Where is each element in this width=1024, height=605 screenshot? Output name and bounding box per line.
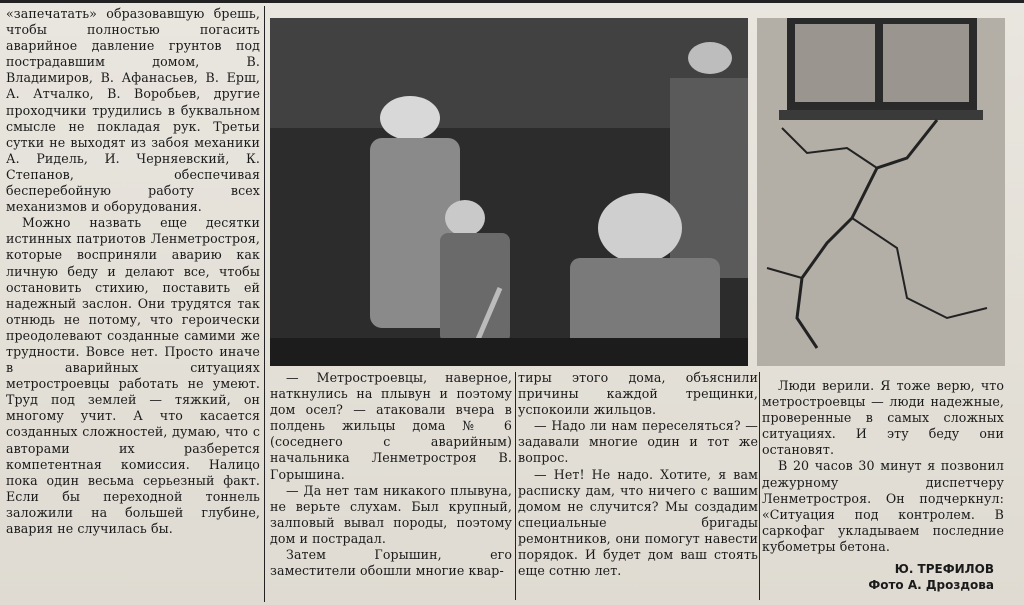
paragraph: «запечатать» образовавшую брешь, чтобы полностью погасить аварийное давление грунтов под пострадавшим домом, В. Владимиров, В. Афанасьев, В. Ерш, А. Атчалко, В. Воробьев, другие проходчики трудились в буквальном смысле не покладая рук. Третьи сутки не выходят из забоя механики А. Ридель, И. Черняевский, К. Степанов, обеспечивая бесперебойную работу всех механизмов и оборудования. — [6, 6, 260, 215]
paragraph: Можно назвать еще десятки истинных патриотов Ленметростроя, которые восприняли аварию как личную беду и делают все, чтобы остановить стихию, поставить ей надежный заслон. Они трудятся так отнюдь не потому, что героически преодолевают созданные самими же трудности. Вовсе нет. Просто иначе в аварийных ситуациях метростроевцы работать не умеют. Труд под землей — тяжкий, он многому учит. А что касается созданных сложностей, думаю, что с авторами их разберется компетентная комиссия. Налицо пока один весьма серьезный факт. Если бы переходной тоннель заложили на большей глубине, авария не случилась бы. — [6, 215, 260, 536]
paragraph: — Надо ли нам переселяться? — задавали многие один и тот же вопрос. — [518, 418, 758, 466]
photo-cracked-wall — [757, 18, 1005, 366]
paragraph: — Нет! Не надо. Хотите, я вам расписку дам, что ничего с вашим домом не случится? Мы создадим специальные бригады ремонтников, они помогут навести порядок. И будет дом ваш стоять еще сотню лет. — [518, 466, 758, 579]
paragraph: — Да нет там никакого плывуна, не верьте слухам. Был крупный, залповый вывал породы, поэтому дом и пострадал. — [270, 482, 512, 546]
article-column-4 — [762, 378, 1004, 555]
paragraph: тиры этого дома, объяснили причины каждой трещинки, успокоили жильцов. — [518, 370, 758, 418]
photo-workers — [270, 18, 748, 366]
photo-credit: Фото А. Дроздова — [868, 578, 994, 592]
paragraph: Люди верили. Я тоже верю, что метростроевцы — люди надежные, проверенные в самых сложных ситуациях. И эту беду они остановят. — [762, 378, 1004, 458]
paragraph: В 20 часов 30 минут я позвонил дежурному диспетчеру Ленметростроя. Он подчеркнул: «Ситуация под контролем. В саркофаг укладываем последние кубометры бетона. — [762, 458, 1004, 554]
paragraph: Затем Горышин, его заместители обошли многие квар- — [270, 547, 512, 579]
article-column-2 — [270, 370, 512, 579]
column-divider — [264, 6, 265, 602]
column-divider — [515, 372, 516, 600]
article-column-3 — [518, 370, 758, 579]
photo-workers-image — [270, 18, 748, 366]
paragraph: — Метростроевцы, наверное, наткнулись на плывун и поэтому дом осел? — атаковали вчера в полдень жильцы дома № 6 (соседнего с аварийным) начальника Ленметростроя В. Горышина. — [270, 370, 512, 482]
article-column-1 — [6, 6, 260, 537]
author-signature: Ю. ТРЕФИЛОВ — [894, 562, 994, 576]
photo-cracked-wall-image — [757, 18, 1005, 366]
top-rule — [0, 0, 1024, 3]
column-divider — [759, 372, 760, 600]
